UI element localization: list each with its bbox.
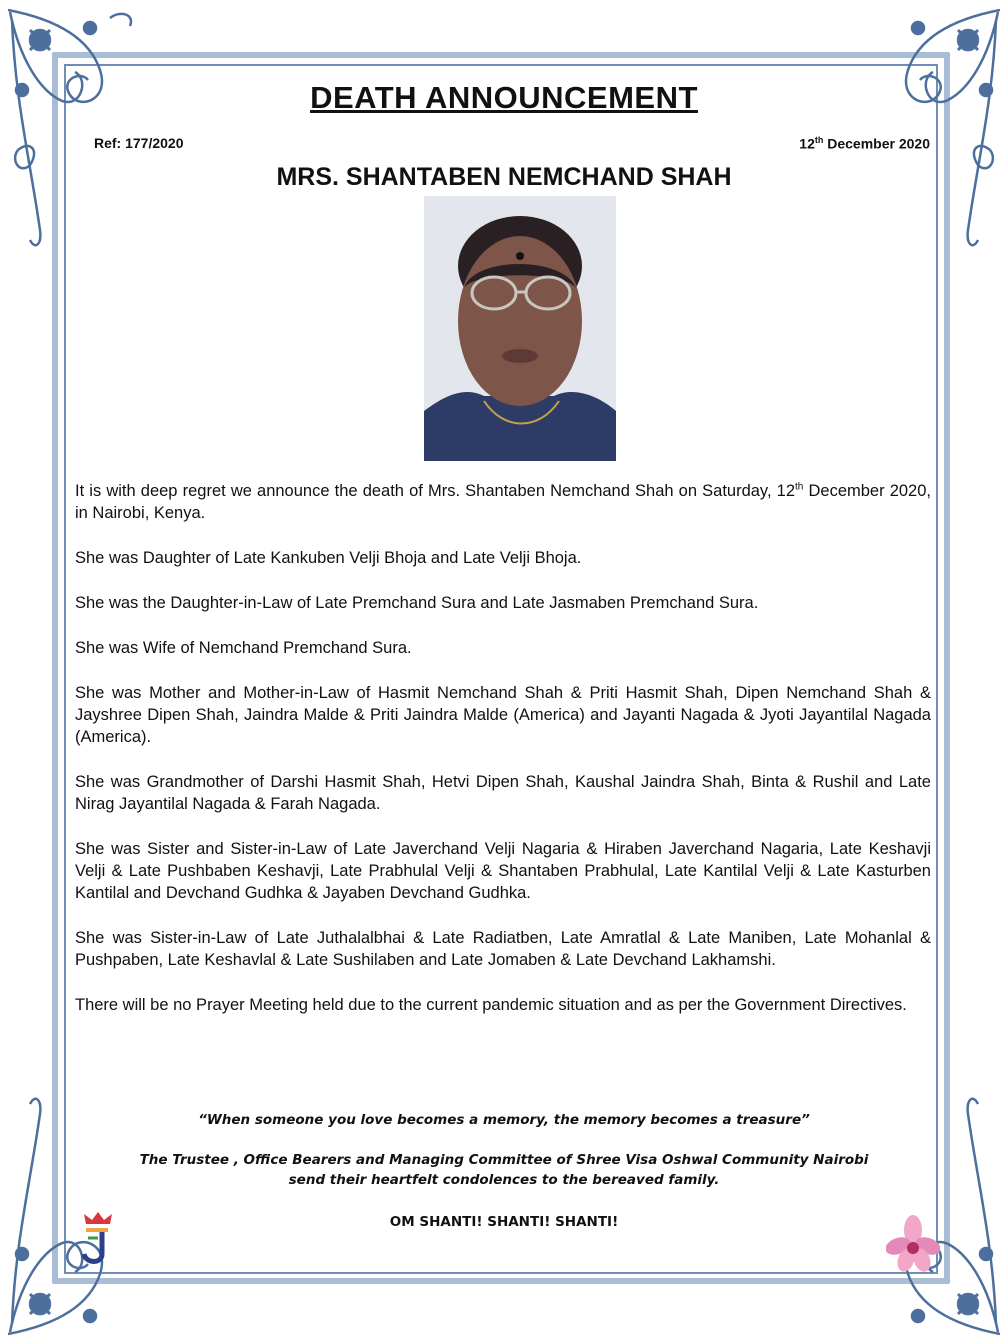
paragraph-children: She was Mother and Mother-in-Law of Hasmit Nemchand Shah & Priti Hasmit Shah, Dipen Nemchand Shah & Jayshree Dipen Shah, Jaindra Malde & Priti Jaindra Malde (America) and Jayanti Nagada & Jyoti Jayantilal Nagada (America). <box>75 684 931 746</box>
paragraph-grandchildren: She was Grandmother of Darshi Hasmit Shah, Hetvi Dipen Shah, Kaushal Jaindra Shah, Binta & Rushil and Late Nirag Jayantilal Nagada & Farah Nagada. <box>75 773 931 813</box>
paragraph-in-laws: She was the Daughter-in-Law of Late Premchand Sura and Late Jasmaben Premchand Sura. <box>75 594 759 612</box>
date-suffix: th <box>814 135 824 145</box>
paragraph-death-notice <box>75 480 931 524</box>
orchid-flower-icon <box>886 1214 940 1274</box>
reference-number: Ref: 177/2020 <box>94 135 184 151</box>
condolence-line: The Trustee , Office Bearers and Managing Committee of Shree Visa Oshwal Community Nairobi <box>139 1152 869 1168</box>
paragraph-text: December 2020, in Nairobi, Kenya. <box>75 482 931 522</box>
deceased-name: MRS. SHANTABEN NEMCHAND SHAH <box>276 163 732 191</box>
date-day: 12 <box>799 135 815 152</box>
community-logo-icon <box>78 1208 116 1270</box>
portrait-icon <box>424 196 616 461</box>
paragraph-text: It is with deep regret we announce the death of Mrs. Shantaben Nemchand Shah on Saturday, 12 <box>75 482 796 500</box>
paragraph-parents: She was Daughter of Late Kankuben Velji Bhoja and Late Velji Bhoja. <box>75 549 582 567</box>
condolence-message <box>0 1150 1008 1190</box>
page-title: DEATH ANNOUNCEMENT <box>310 80 698 115</box>
corner-ornament-icon <box>0 0 150 260</box>
closing-prayer: OM SHANTI! SHANTI! SHANTI! <box>389 1214 619 1230</box>
paragraph-siblings: She was Sister and Sister-in-Law of Late Javerchand Velji Nagaria & Hiraben Javerchand Nagaria, Late Keshavji Velji & Late Pushbaben Keshavji, Late Prabhulal Velji & Shantaben Prabhulal, Late Kantilal Velji & Late Kasturben Kantilal and Devchand Gudhka & Jayaben Devchand Gudhka. <box>75 840 931 902</box>
date-rest: December 2020 <box>823 135 930 152</box>
memorial-quote: “When someone you love becomes a memory, the memory becomes a treasure” <box>198 1112 810 1128</box>
corner-ornament-icon <box>858 0 1008 260</box>
condolence-line: send their heartfelt condolences to the bereaved family. <box>288 1172 720 1188</box>
paragraph-prayer-meeting: There will be no Prayer Meeting held due to the current pandemic situation and as per the Government Directives. <box>75 996 907 1014</box>
announcement-body <box>75 480 931 1039</box>
paragraph-spouse: She was Wife of Nemchand Premchand Sura. <box>75 639 412 657</box>
portrait-photo <box>424 196 616 461</box>
paragraph-siblings-in-law: She was Sister-in-Law of Late Juthalalbhai & Late Radiatben, Late Amratlal & Late Maniben, Late Mohanlal & Pushpaben, Late Keshavlal & Late Sushilaben and Late Jomaben & Late Devchand Lakhamshi. <box>75 929 931 969</box>
date-suffix: th <box>795 481 804 493</box>
announcement-date <box>799 135 930 152</box>
